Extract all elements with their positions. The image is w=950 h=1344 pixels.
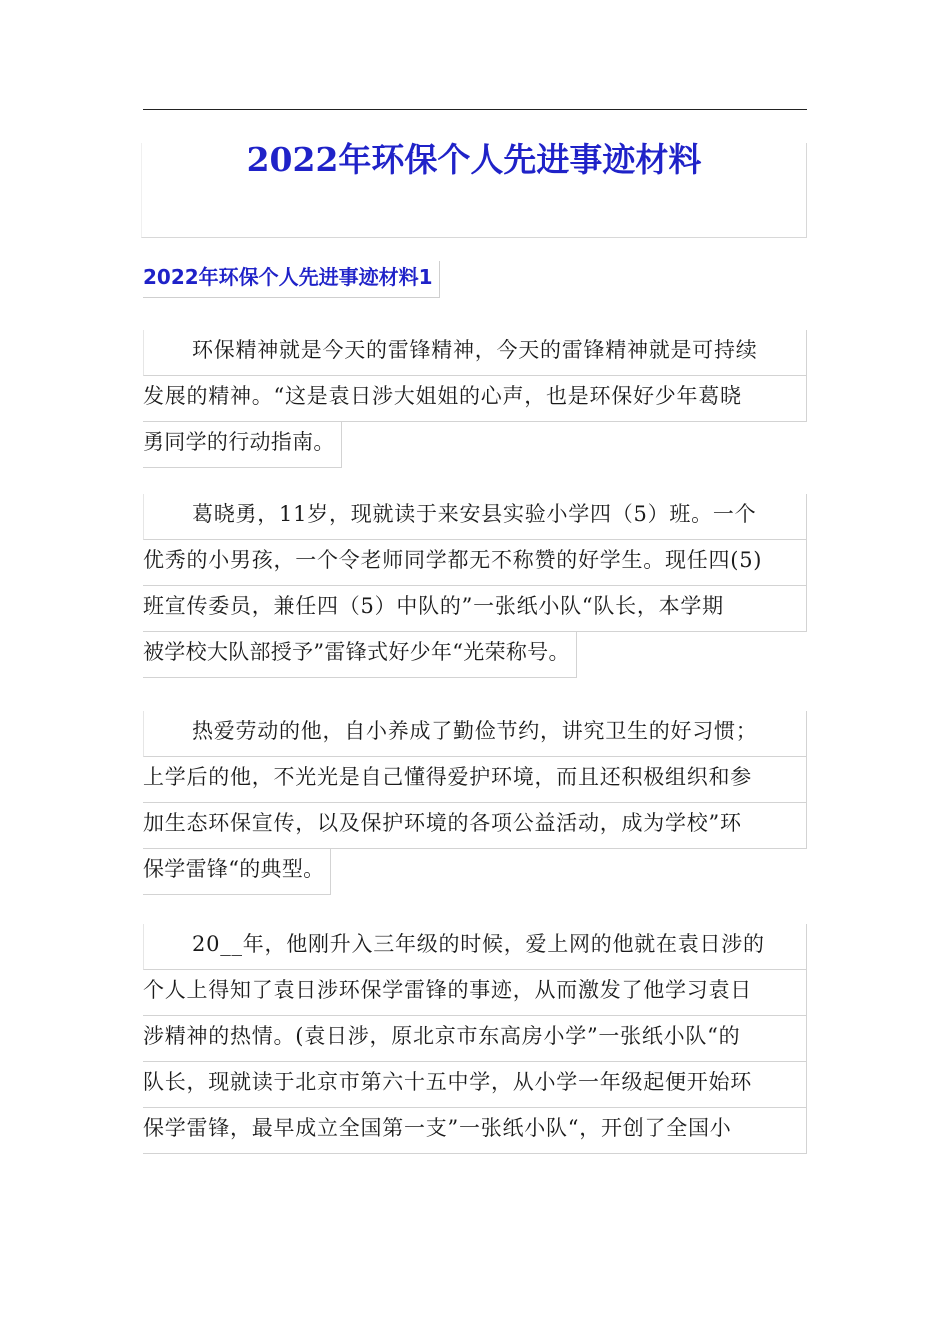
paragraph-line: 葛晓勇，11岁，现就读于来安县实验小学四（5）班。一个 xyxy=(143,494,807,540)
paragraph-line: 上学后的他，不光光是自己懂得爱护环境，而且还积极组织和参 xyxy=(143,757,807,803)
paragraph-line: 个人上得知了袁日涉环保学雷锋的事迹，从而激发了他学习袁日 xyxy=(143,970,807,1016)
paragraph-line: 优秀的小男孩，一个令老师同学都无不称赞的好学生。现任四(5) xyxy=(143,540,807,586)
paragraph xyxy=(143,924,807,1154)
paragraph-line: 保学雷锋，最早成立全国第一支”一张纸小队“，开创了全国小 xyxy=(143,1108,807,1154)
paragraph-line: 20__年，他刚升入三年级的时候，爱上网的他就在袁日涉的 xyxy=(143,924,807,970)
paragraph xyxy=(143,711,807,895)
title-box xyxy=(141,140,807,238)
document-title: 2022年环保个人先进事迹材料 xyxy=(246,140,702,179)
paragraph xyxy=(143,494,807,678)
paragraph-line: 保学雷锋“的典型。 xyxy=(143,849,331,895)
paragraph-line: 发展的精神。“这是袁日涉大姐姐的心声，也是环保好少年葛晓 xyxy=(143,376,807,422)
paragraph-line: 班宣传委员，兼任四（5）中队的”一张纸小队“队长，本学期 xyxy=(143,586,807,632)
paragraph-line: 热爱劳动的他，自小养成了勤俭节约，讲究卫生的好习惯； xyxy=(143,711,807,757)
paragraph xyxy=(143,330,807,468)
paragraph-line: 环保精神就是今天的雷锋精神，今天的雷锋精神就是可持续 xyxy=(143,330,807,376)
section-heading: 2022年环保个人先进事迹材料1 xyxy=(143,261,440,298)
paragraph-line: 勇同学的行动指南。 xyxy=(143,422,342,468)
paragraph-line: 加生态环保宣传，以及保护环境的各项公益活动，成为学校”环 xyxy=(143,803,807,849)
paragraph-line: 涉精神的热情。(袁日涉，原北京市东高房小学”一张纸小队“的 xyxy=(143,1016,807,1062)
paragraph-line: 队长，现就读于北京市第六十五中学，从小学一年级起便开始环 xyxy=(143,1062,807,1108)
header-rule xyxy=(143,109,807,110)
paragraph-line: 被学校大队部授予”雷锋式好少年“光荣称号。 xyxy=(143,632,577,678)
